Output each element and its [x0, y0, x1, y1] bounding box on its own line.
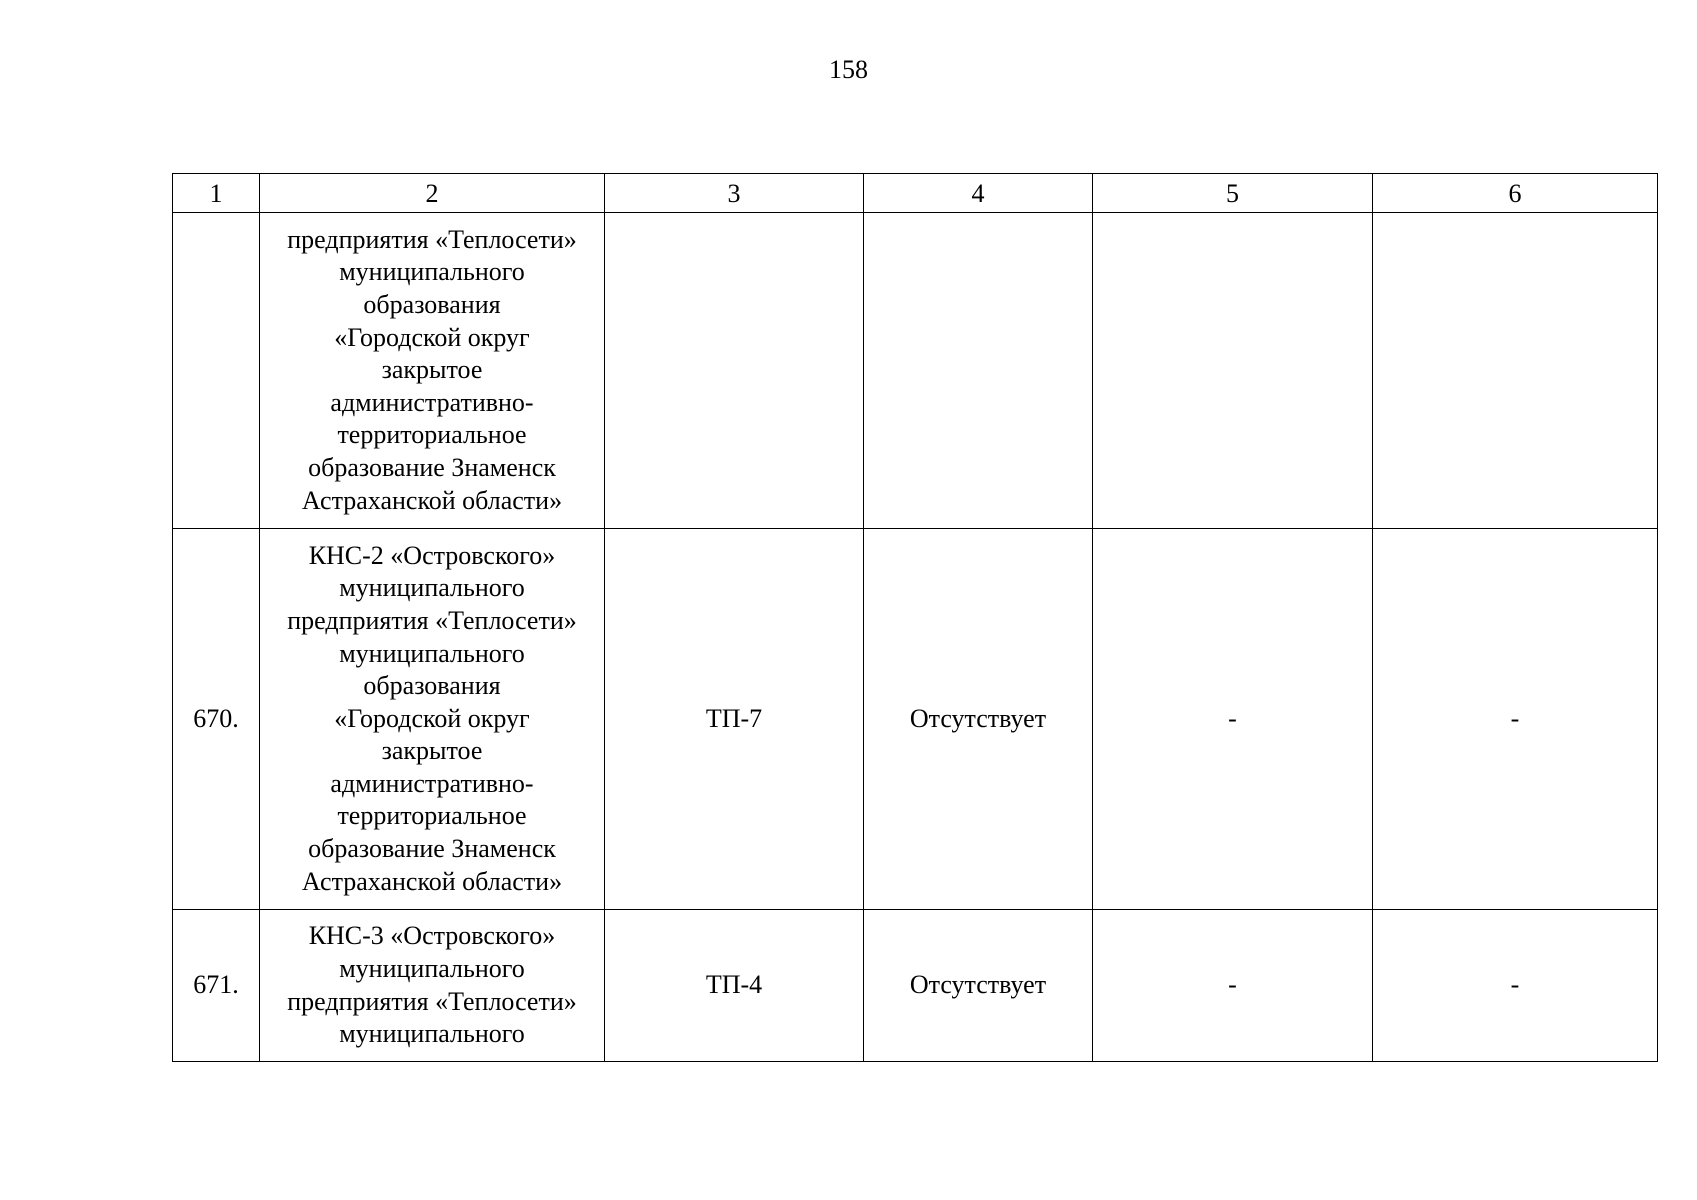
object-name: КНС-2 «Островского» муниципального предприятия «Теплосети» муниципального образования «Городской округ закрытое административно- территориальное образование Знаменск Астраханской области»: [287, 540, 577, 896]
column-header: 4: [864, 174, 1093, 213]
table-cell: -: [1093, 529, 1373, 910]
table-cell: -: [1093, 910, 1373, 1062]
object-name-cell: [260, 213, 605, 529]
object-name-cell: [260, 910, 605, 1062]
table-cell: -: [1373, 910, 1658, 1062]
table-row: [173, 529, 1658, 910]
column-header: 6: [1373, 174, 1658, 213]
object-name-cell: [260, 529, 605, 910]
document-table: [172, 173, 1658, 1062]
page-number: 158: [829, 55, 868, 84]
column-header: 5: [1093, 174, 1373, 213]
table-cell: -: [1373, 529, 1658, 910]
row-number: 671.: [173, 910, 260, 1062]
column-header: 1: [173, 174, 260, 213]
table-cell: ТП-4: [605, 910, 864, 1062]
column-header: 2: [260, 174, 605, 213]
column-header: 3: [605, 174, 864, 213]
table-cell: [605, 213, 864, 529]
object-name: КНС-3 «Островского» муниципального предприятия «Теплосети» муниципального: [287, 921, 577, 1049]
table-cell: [1373, 213, 1658, 529]
table-row: [173, 910, 1658, 1062]
object-name: предприятия «Теплосети» муниципального образования «Городской округ закрытое административно- территориальное образование Знаменск Астраханской области»: [287, 224, 577, 515]
table-cell: ТП-7: [605, 529, 864, 910]
table-cell: Отсутствует: [864, 529, 1093, 910]
table-cell: [1093, 213, 1373, 529]
table-row: [173, 213, 1658, 529]
table-header-row: [173, 174, 1658, 213]
table-cell: [864, 213, 1093, 529]
row-number: [173, 213, 260, 529]
row-number: 670.: [173, 529, 260, 910]
table-cell: Отсутствует: [864, 910, 1093, 1062]
